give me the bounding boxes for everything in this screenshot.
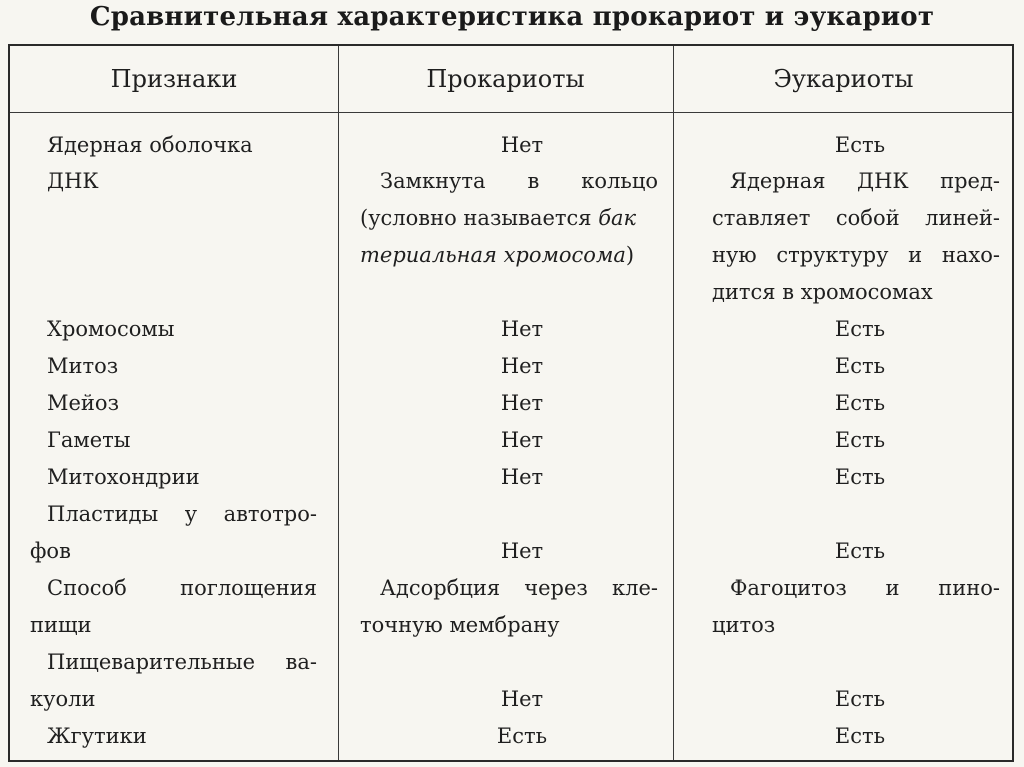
pro-plastids: Нет — [500, 539, 544, 563]
eu-plastids: Есть — [834, 539, 886, 563]
feature-vacuoles-line2: куоли — [30, 687, 96, 711]
feature-plastids-line1: Пластиды у автотро- — [47, 502, 317, 526]
eu-dna-line4: дится в хромосомах — [712, 280, 933, 304]
header-prokaryotes: Прокариоты — [426, 65, 585, 93]
eu-mitosis: Есть — [834, 354, 886, 378]
eu-dna-line1: Ядерная ДНК пред- — [730, 169, 1000, 193]
eu-feeding-line1: Фагоцитоз и пино- — [730, 576, 1000, 600]
pro-dna-line3-italic: териальная хромосома — [360, 243, 626, 267]
pro-vacuoles: Нет — [500, 687, 544, 711]
column-divider-2 — [673, 46, 674, 760]
pro-gametes: Нет — [500, 428, 544, 452]
feature-vacuoles-line1: Пищеварительные ва- — [47, 650, 317, 674]
feature-gametes: Гаметы — [47, 428, 131, 452]
pro-mitosis: Нет — [500, 354, 544, 378]
eu-meiosis: Есть — [834, 391, 886, 415]
column-divider-1 — [338, 46, 339, 760]
eu-mitochondria: Есть — [834, 465, 886, 489]
header-features: Признаки — [110, 65, 238, 93]
feature-feeding-line2: пищи — [30, 613, 92, 637]
feature-mitochondria: Митохондрии — [47, 465, 200, 489]
feature-mitosis: Митоз — [47, 354, 119, 378]
feature-dna: ДНК — [47, 169, 99, 193]
eu-dna-line2: ставляет собой линей- — [712, 206, 1000, 230]
feature-nuclear-envelope: Ядерная оболочка — [47, 133, 253, 157]
pro-dna-line2-italic: бак — [598, 206, 637, 230]
pro-dna-line2 — [360, 200, 660, 237]
pro-meiosis: Нет — [500, 391, 544, 415]
pro-dna-line1: Замкнута в кольцо — [380, 169, 658, 193]
page-title: Сравнительная характеристика прокариот и эукариот — [89, 2, 935, 32]
header-eukaryotes: Эукариоты — [773, 65, 914, 93]
pro-dna-line3 — [360, 237, 660, 274]
eu-flagella: Есть — [834, 724, 886, 748]
pro-dna-line2-text: (условно называется — [360, 206, 599, 230]
eu-nuclear-envelope: Есть — [834, 133, 886, 157]
pro-flagella: Есть — [496, 724, 548, 748]
eu-dna-line3: ную структуру и нахо- — [712, 243, 1000, 267]
pro-dna-line3-text: ) — [625, 243, 635, 267]
pro-feeding-line2: точную мембрану — [360, 613, 560, 637]
header-divider — [10, 112, 1012, 113]
feature-plastids-line2: фов — [30, 539, 71, 563]
comparison-table — [8, 44, 1014, 762]
eu-vacuoles: Есть — [834, 687, 886, 711]
pro-mitochondria: Нет — [500, 465, 544, 489]
pro-chromosomes: Нет — [500, 317, 544, 341]
eu-chromosomes: Есть — [834, 317, 886, 341]
feature-chromosomes: Хромосомы — [47, 317, 175, 341]
pro-feeding-line1: Адсорбция через кле- — [380, 576, 658, 600]
feature-feeding-line1: Способ поглощения — [47, 576, 317, 600]
eu-feeding-line2: цитоз — [712, 613, 776, 637]
pro-nuclear-envelope: Нет — [500, 133, 544, 157]
eu-gametes: Есть — [834, 428, 886, 452]
feature-meiosis: Мейоз — [47, 391, 120, 415]
feature-flagella: Жгутики — [47, 724, 147, 748]
